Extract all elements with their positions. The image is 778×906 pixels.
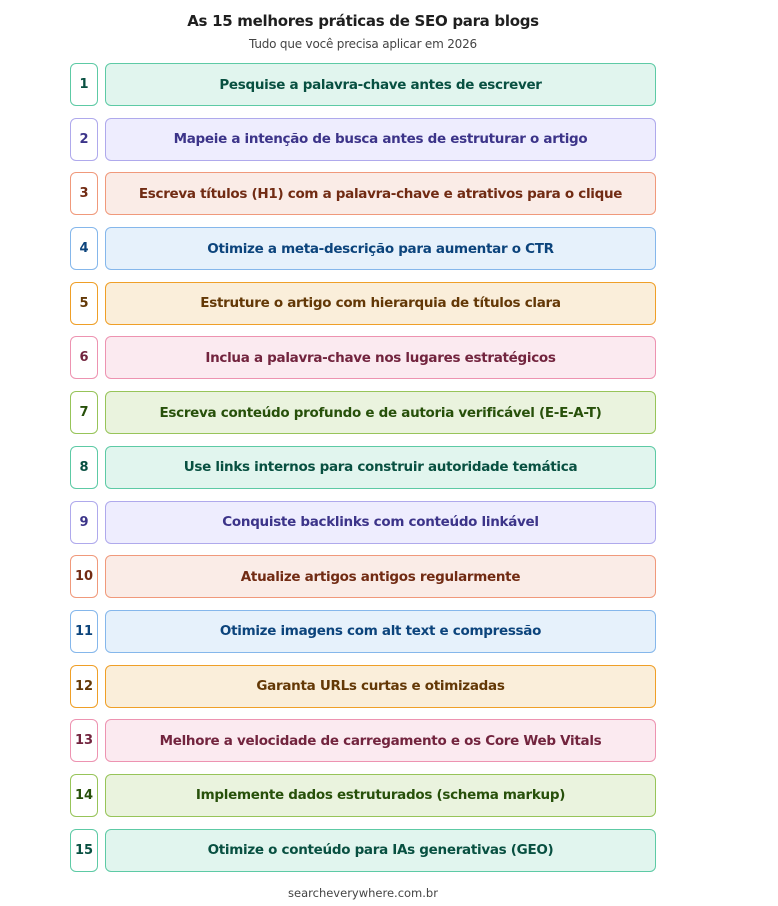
practice-label-box: Otimize o conteúdo para IAs generativas (GEO) xyxy=(105,829,656,872)
practice-label-box: Use links internos para construir autoridade temática xyxy=(105,446,656,489)
practice-label-box: Otimize a meta-descrição para aumentar o CTR xyxy=(105,227,656,270)
practice-number-badge: 3 xyxy=(70,172,98,215)
practice-label-box: Pesquise a palavra-chave antes de escrever xyxy=(105,63,656,106)
practice-row xyxy=(70,336,656,379)
practice-number-badge: 8 xyxy=(70,446,98,489)
practice-number-badge: 9 xyxy=(70,501,98,544)
practice-label-box: Mapeie a intenção de busca antes de estruturar o artigo xyxy=(105,118,656,161)
practice-row xyxy=(70,118,656,161)
practice-row xyxy=(70,719,656,762)
footer-domain: searcheverywhere.com.br xyxy=(288,886,438,900)
practice-row xyxy=(70,501,656,544)
practice-row xyxy=(70,63,656,106)
page-title: As 15 melhores práticas de SEO para blogs xyxy=(187,12,539,30)
practice-label-box: Implemente dados estruturados (schema markup) xyxy=(105,774,656,817)
practice-number-badge: 13 xyxy=(70,719,98,762)
practice-row xyxy=(70,555,656,598)
practice-row xyxy=(70,665,656,708)
practice-number-badge: 5 xyxy=(70,282,98,325)
practice-label-box: Estruture o artigo com hierarquia de títulos clara xyxy=(105,282,656,325)
practice-label-box: Otimize imagens com alt text e compressão xyxy=(105,610,656,653)
practice-row xyxy=(70,774,656,817)
practice-label-box: Conquiste backlinks com conteúdo linkável xyxy=(105,501,656,544)
practice-number-badge: 7 xyxy=(70,391,98,434)
practice-number-badge: 6 xyxy=(70,336,98,379)
practice-number-badge: 11 xyxy=(70,610,98,653)
practice-label-box: Inclua a palavra-chave nos lugares estratégicos xyxy=(105,336,656,379)
practice-number-badge: 15 xyxy=(70,829,98,872)
practice-row xyxy=(70,446,656,489)
practice-row xyxy=(70,391,656,434)
practice-label-box: Escreva títulos (H1) com a palavra-chave e atrativos para o clique xyxy=(105,172,656,215)
practice-number-badge: 12 xyxy=(70,665,98,708)
practice-row xyxy=(70,829,656,872)
practice-label-box: Melhore a velocidade de carregamento e os Core Web Vitals xyxy=(105,719,656,762)
practices-list xyxy=(70,63,656,883)
practice-number-badge: 1 xyxy=(70,63,98,106)
practice-row xyxy=(70,282,656,325)
practice-label-box: Atualize artigos antigos regularmente xyxy=(105,555,656,598)
practice-number-badge: 14 xyxy=(70,774,98,817)
page-subtitle: Tudo que você precisa aplicar em 2026 xyxy=(249,37,477,51)
practice-number-badge: 10 xyxy=(70,555,98,598)
practice-number-badge: 4 xyxy=(70,227,98,270)
practice-row xyxy=(70,610,656,653)
practice-label-box: Escreva conteúdo profundo e de autoria verificável (E-E-A-T) xyxy=(105,391,656,434)
practice-number-badge: 2 xyxy=(70,118,98,161)
practice-label-box: Garanta URLs curtas e otimizadas xyxy=(105,665,656,708)
practice-row xyxy=(70,172,656,215)
practice-row xyxy=(70,227,656,270)
